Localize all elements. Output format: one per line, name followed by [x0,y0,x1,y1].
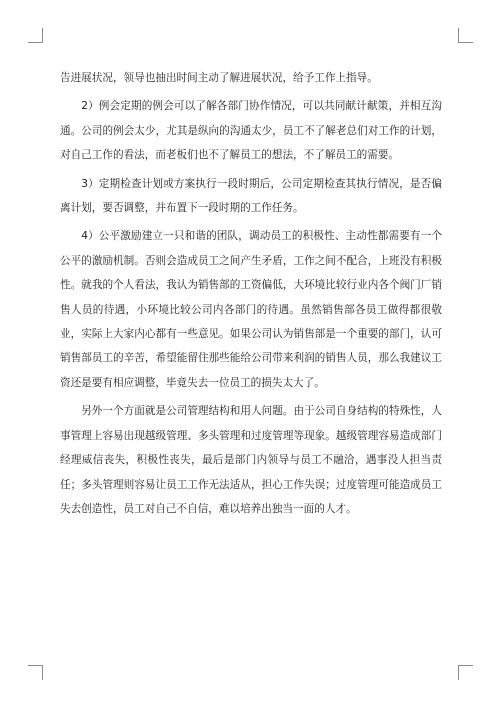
paragraph-regular-meetings: 2）例会定期的例会可以了解各部门协作情况，可以共同献计献策，并相互沟通。公司的例会太少，尤其是纵向的沟通太少，员工不了解老总们对工作的计划，对自己工作的看法，而老板们也不了解员工的想法，不了解员工的需要。 [60,100,442,162]
document-body [60,66,442,521]
paragraph-continuation: 告进展状况，领导也抽出时间主动了解进展状况，给予工作上指导。 [60,72,378,84]
paragraph-fair-incentives: 4）公平激励建立一只和谐的团队，调动员工的积极性、主动性都需要有一个公平的激励机制。否则会造成员工之间产生矛盾，工作之间不配合，上班没有积极性。就我的个人看法，我认为销售部的工资偏低，大环境比较行业内各个阀门厂销售人员的待遇，小环境比较公司内各部门的待遇。虽然销售部各员工做得都很敬业，实际上大家内心都有一些意见。如果公司认为销售部是一个重要的部门，认可销售部员工的辛苦，希望能留住那些能给公司带来利润的销售人员，那么我建议工资还是要有相应调整，毕竟失去一位员工的损失太大了。 [60,230,442,389]
crop-mark-top-left [28,28,43,43]
crop-mark-bottom-left [28,665,43,680]
crop-mark-top-right [458,28,473,43]
paragraph-management-structure: 另外一个方面就是公司管理结构和用人问题。由于公司自身结构的特殊性，人事管理上容易出现越级管理、多头管理和过度管理等现象。越级管理容易造成部门经理威信丧失，积极性丧失，最后是部门内领导与员工不融洽，遇事没人担当责任；多头管理则容易让员工工作无法适从，担心工作失误；过度管理可能造成员工失去创造性，员工对自己不自信，难以培养出独当一面的人才。 [60,405,442,515]
crop-mark-bottom-right [458,665,473,680]
paragraph-periodic-review: 3）定期检查计划或方案执行一段时期后，公司定期检查其执行情况，是否偏离计划，要否调整，并布置下一段时期的工作任务。 [60,177,442,215]
